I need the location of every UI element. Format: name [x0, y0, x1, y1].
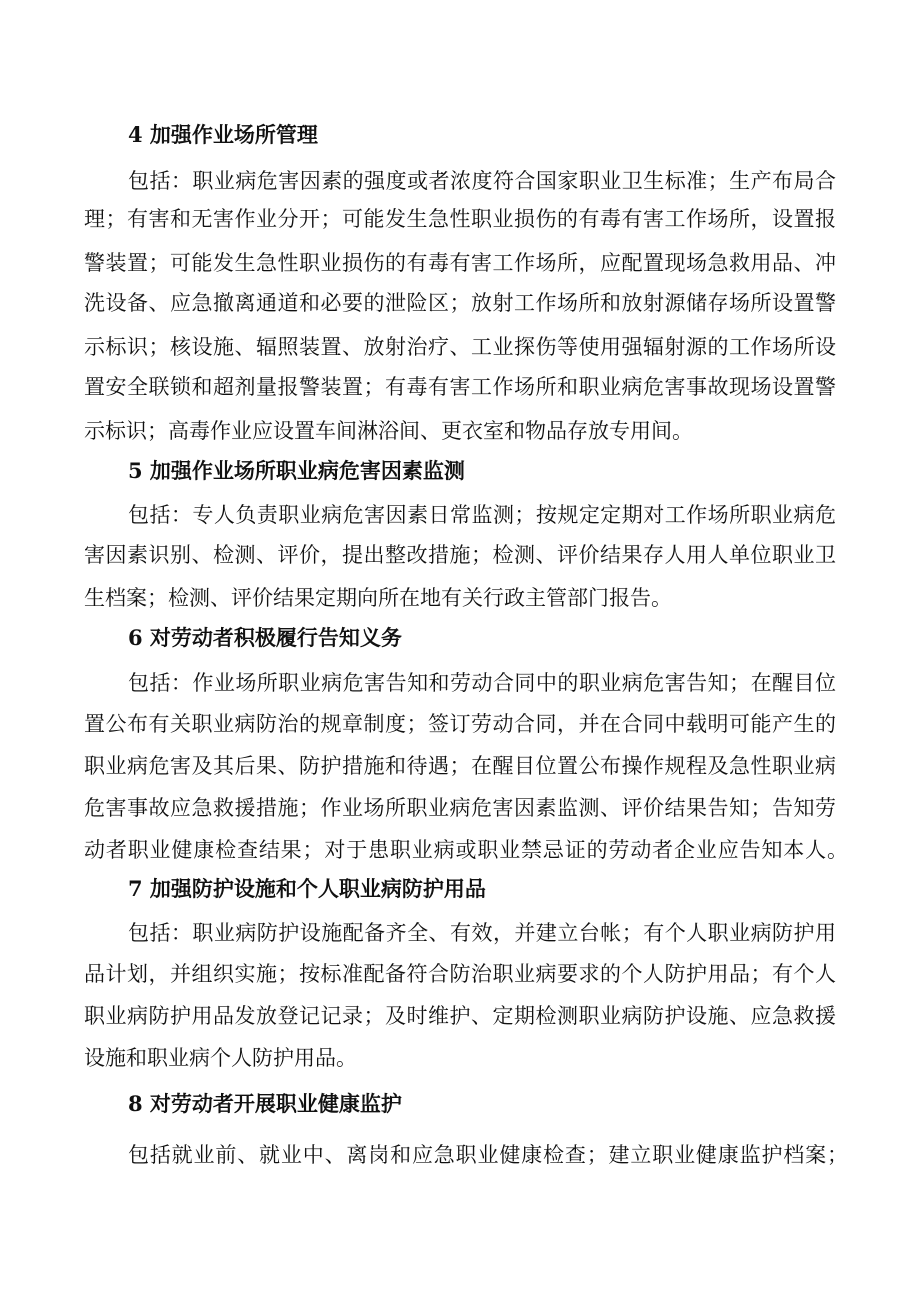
- paragraph-line: 包括：职业病防护设施配备齐全、有效，并建立台帐；有个人职业病防护用: [128, 921, 836, 945]
- section-heading: 4 加强作业场所管理: [128, 122, 318, 147]
- paragraph-line: 危害事故应急救援措施；作业场所职业病危害因素监测、评价结果告知；告知劳: [84, 796, 836, 820]
- paragraph-line: 包括就业前、就业中、离岗和应急职业健康检查；建立职业健康监护档案；: [128, 1143, 848, 1167]
- paragraph-line: 害因素识别、检测、评价，提出整改措施；检测、评价结果存人用人单位职业卫: [84, 543, 836, 567]
- paragraph-line: 洗设备、应急撤离通道和必要的泄险区；放射工作场所和放射源储存场所设置警: [84, 291, 836, 315]
- paragraph-line: 示标识；高毒作业应设置车间淋浴间、更衣室和物品存放专用间。: [84, 419, 693, 443]
- paragraph-line: 理；有害和无害作业分开；可能发生急性职业损伤的有毒有害工作场所，设置报: [84, 207, 836, 231]
- paragraph-line: 示标识；核设施、辐照装置、放射治疗、工业探伤等使用强辐射源的工作场所设: [84, 335, 836, 359]
- section-heading: 7 加强防护设施和个人职业病防护用品: [128, 876, 486, 901]
- paragraph-line: 置安全联锁和超剂量报警装置；有毒有害工作场所和职业病危害事故现场设置警: [84, 375, 836, 399]
- paragraph-line: 职业病防护用品发放登记记录；及时维护、定期检测职业病防护设施、应急救援: [84, 1004, 836, 1028]
- paragraph-line: 职业病危害及其后果、防护措施和待遇；在醒目位置公布操作规程及急性职业病: [84, 754, 836, 778]
- section-heading: 6 对劳动者积极履行告知义务: [128, 625, 402, 650]
- paragraph-line: 生档案；检测、评价结果定期向所在地有关行政主管部门报告。: [84, 586, 672, 610]
- paragraph-line: 置公布有关职业病防治的规章制度；签订劳动合同，并在合同中载明可能产生的: [84, 712, 836, 736]
- paragraph-line: 包括：专人负责职业病危害因素日常监测；按规定定期对工作场所职业病危: [128, 503, 836, 527]
- paragraph-line: 品计划，并组织实施；按标准配备符合防治职业病要求的个人防护用品；有个人: [84, 962, 836, 986]
- paragraph-line: 警装置；可能发生急性职业损伤的有毒有害工作场所，应配置现场急救用品、冲: [84, 251, 836, 275]
- paragraph-line: 包括：职业病危害因素的强度或者浓度符合国家职业卫生标准；生产布局合: [128, 169, 836, 193]
- paragraph-line: 设施和职业病个人防护用品。: [84, 1046, 357, 1070]
- paragraph-line: 动者职业健康检查结果；对于患职业病或职业禁忌证的劳动者企业应告知本人。: [84, 838, 848, 862]
- paragraph-line: 包括：作业场所职业病危害告知和劳动合同中的职业病危害告知；在醒目位: [128, 671, 836, 695]
- section-heading: 8 对劳动者开展职业健康监护: [128, 1091, 402, 1116]
- section-heading: 5 加强作业场所职业病危害因素监测: [128, 458, 465, 483]
